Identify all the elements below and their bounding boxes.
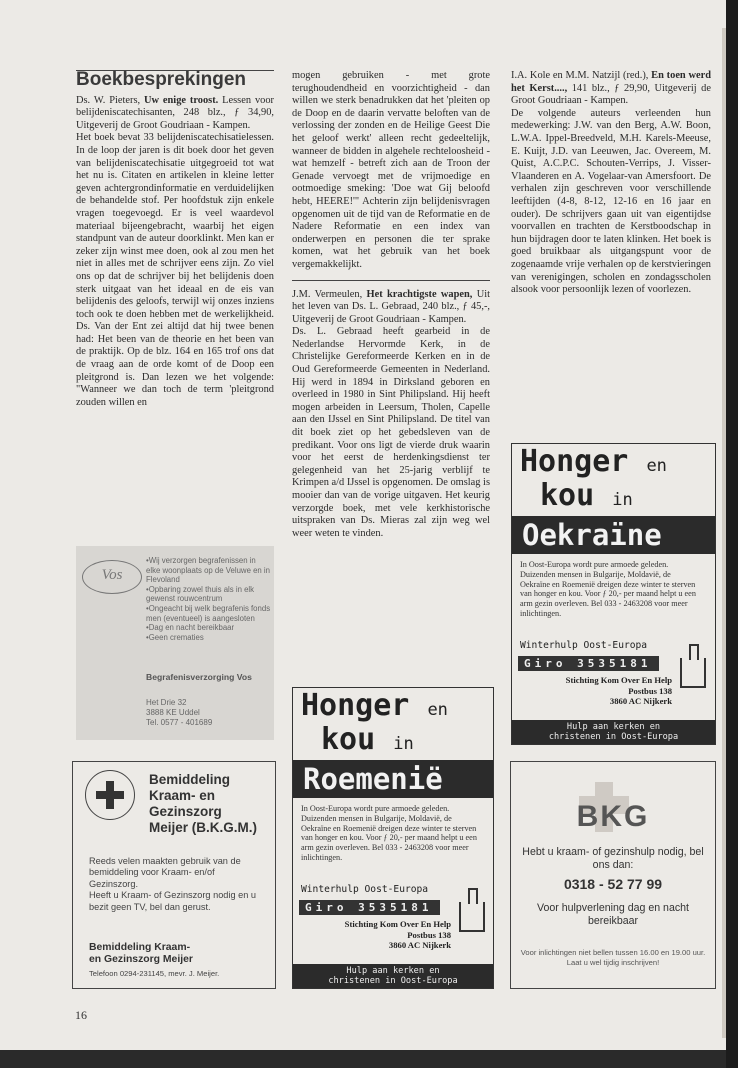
- ad-winterhulp: Winterhulp Oost-Europa: [520, 640, 648, 651]
- bkg-note: Voor inlichtingen niet bellen tussen 16.00 en 19.00 uur. Laat u wel tijdig inschrijven!: [520, 948, 706, 967]
- review-1-author: Ds. W. Pieters,: [76, 94, 144, 106]
- review-3-details: 141 blz., ƒ 29,90, Uitgeverij de Groot Goudriaan - Kampen.: [511, 82, 711, 107]
- headline-word: kou: [540, 478, 595, 513]
- list-item: •Dag en nacht bereikbaar: [146, 623, 235, 633]
- list-item: •Geen crematies: [146, 632, 204, 642]
- phone-line: Tel. 0577 - 401689: [146, 718, 213, 727]
- list-item: •Wij verzorgen begrafenissen in elke woonplaats op de Veluwe en in Flevoland: [146, 556, 270, 585]
- column-3: [511, 70, 711, 297]
- review-1-details: Lessen voor belijdeniscatechisanten, 248 blz., ƒ 34,90, Uitgeverij de Groot Goudriaan - Kampen.: [76, 94, 274, 131]
- section-heading: Boekbesprekingen: [76, 70, 274, 87]
- ad-funeral-vos: [76, 546, 274, 740]
- divider: [292, 280, 490, 281]
- page-number: 16: [75, 1008, 87, 1022]
- scan-border: [726, 0, 738, 1068]
- body-line: Heeft u Kraam- of Gezinszorg nodig en u bezit geen TV, bel dan gerust.: [89, 890, 256, 912]
- review-1-body-continued: mogen gebruiken - met grote terughoudendheid en voorzichtigheid - dan willen we sterk benadrukken dat het 'pleiten op de Doop en de daarin vervatte beloften van de verlossing der zonden en de Heilige Geest Die het geloof werkt' alleen recht gedeeltelijk, wanneer de bidden in algehele rechteloosheid - wat hemzelf - betreft zich aan de Troon der Genade vervoegt met de vrijmoedige en ootmoedige smeking: 'Doe wat Gij beloofd hebt, HEERE!'" Achterin zijn belijdenisvragen opgenomen uit de tijd van de Reformatie en de Nadere Reformatie en een index van onderwerpen en personen die ter sprake komen, wat het gebruik van het boek vergemakkelijkt.: [292, 70, 490, 270]
- headline-word: kou: [321, 722, 376, 757]
- ad-giro: Giro 3535181: [299, 900, 440, 915]
- bkgm-name: [89, 942, 193, 966]
- ad-text: In Oost-Europa wordt pure armoede geleden. Duizenden mensen in Bulgarije, Moldavië, de Oekraïne en Roemenië dreigen deze winter te sterven van honger en kou. Voor ƒ 20,- per maand helpt u een arm gezin overleven. Bel 033 - 2463208 voor meer inlichtingen.: [520, 560, 696, 618]
- name-line: Bemiddeling Kraam-: [89, 942, 191, 953]
- ad-bkgm: [72, 761, 276, 989]
- ad-country-band: Roemenië: [293, 760, 493, 798]
- ad-headline-1: [520, 446, 667, 482]
- stichting-line: Postbus 138: [407, 929, 451, 940]
- title-line: Kraam- en: [149, 788, 216, 803]
- headline-word: in: [393, 734, 414, 754]
- review-2-citation: [292, 289, 490, 327]
- review-1-title: Uw enige troost.: [144, 94, 219, 106]
- review-2-author: J.M. Vermeulen,: [292, 288, 367, 300]
- list-item: •Opbaring zowel thuis als in elk gewenst rouwcentrum: [146, 584, 255, 604]
- ad-stichting: [522, 675, 672, 707]
- footer-line: Hulp aan kerken en: [566, 722, 661, 732]
- stichting-line: 3860 AC Nijkerk: [388, 940, 451, 951]
- bkg-intro: Hebt u kraam- of gezinshulp nodig, bel ons dan:: [522, 846, 704, 871]
- footer-line: Hulp aan kerken en: [346, 966, 440, 976]
- ad-headline-1: [301, 690, 448, 726]
- address-line: 3888 KE Uddel: [146, 708, 200, 717]
- review-3-citation: [511, 70, 711, 108]
- ad-text: In Oost-Europa wordt pure armoede geleden. Duizenden mensen in Bulgarije, Moldavië, de Oekraïne en Roemenië dreigen deze winter te sterven van honger en kou. Voor ƒ 20,- per maand helpt u een arm gezin overleven. Bel 033 - 2463208 voor meer inlichtingen.: [301, 804, 477, 862]
- bkgm-cross-logo: [85, 770, 135, 820]
- stichting-line: Stichting Kom Over En Help: [344, 919, 451, 929]
- vos-logo-text: Vos: [101, 567, 123, 583]
- headline-word: en: [427, 700, 448, 720]
- ad-honger-oekraine: [511, 443, 716, 745]
- title-line: Meijer (B.K.G.M.): [149, 820, 258, 835]
- headline-word: Honger: [520, 444, 629, 479]
- ad-footer-band: [293, 964, 493, 988]
- review-3-body: De volgende auteurs verleenden hun medewerking: J.W. van den Berg, A.W. Boon, L.W.A. Ippel-Breedveld, M.H. Karels-Meeuse, E. Kuijt, J.D. van Leeuwen, Jac. Overeem, M. Quist, A.C.P.C. Schouten-Verrips, J. Visser-Vlaanderen en A. Vogelaar-van Amersfoort. De verhalen zijn geschreven voor verschillende leeftijden (4-8, 8-12, 12-16 en 16 jaar en ouder). De schrijvers gaan uit van eigentijdse voorvallen en trachten de Kerstboodschap in hun bijdragen door te laten klinken. Het boek is goed bruikbaar als uitgangspunt voor de zogenaamde vrije verhalen op de kerstvieringen van verenigingen, scholen en zondagsscholen alsook voor persoonlijk lezen of voorlezen.: [511, 107, 711, 296]
- bkgm-title: [149, 772, 257, 836]
- review-2-body: Ds. L. Gebraad heeft gearbeid in de Nederlandse Hervormde Kerk, in de Christelijke Gereformeerde Kerken en in de Oud Gereformeerde Gemeenten in Nederland. Hij werd in 1894 in Dirksland geboren en overleed in 1980 in Sint Philipsland. Hij heeft mogen arbeiden in Leersum, Tholen, Capelle aan den IJssel en Sint Philipsland. De titel van dit boek ziet op het gebedsleven van de predikant. Voor ons ligt de vierde druk waarin voor het eerst de herdenkingsdienst ter gelegenheid van het 25-jarig verblijf te Krimpen a/d IJssel is opgenomen. De omslag is mooier dan van de vorige uitgaven. Het keurig verzorgde boek, met vele kerkhistorische uitspraken van Ds. Mieras zal zijn weg wel weer weten te vinden.: [292, 326, 490, 539]
- bkg-phone: 0318 - 52 77 99: [563, 876, 663, 892]
- stichting-line: 3860 AC Nijkerk: [609, 696, 672, 707]
- ad-giro: Giro 3535181: [518, 656, 659, 671]
- column-1: [76, 70, 274, 409]
- cross-icon-bar: [96, 791, 124, 799]
- stichting-line: Postbus 138: [628, 685, 672, 696]
- vos-address: [146, 698, 212, 728]
- church-icon: [459, 902, 485, 932]
- vos-logo: [82, 560, 142, 594]
- church-icon: [680, 658, 706, 688]
- review-1-body: Het boek bevat 33 belijdeniscatechisatielessen. In de loop der jaren is dit boek door het geven van belijdeniscatechisatie uitgegroeid tot wat het nu is. Citaten en artikelen in kleine letter geven achtergrondinformatie en verduidelijken de behandelde stof. Per hoofdstuk zijn enkele vragen toegevoegd. Er is veel waardevol materiaal bijeengebracht, waarbij het eigen standpunt van de auteur doorklinkt. Men kan er zeker zijn winst mee doen, ook al zou men het niet in alles met de schrijver eens zijn. Zo viel ons op dat de schrijver bij het belijdenis doen sterk uitgaat van het ideaal en de eis van belijdenis des geloofs, terwijl wij onzes inziens toch ook te doen hebben met de werkelijkheid. Ds. Van der Ent zei altijd dat hij twee benen had: Het been van de theorie en het been van de praktijk. Op de blz. 164 en 165 trof ons dat de vraag aan de orde komt of de Doop een pleitgrond is. Dan lezen we het volgende: "Wanneer we dan toch de term 'pleitgrond zouden willen en: [76, 132, 274, 408]
- stichting-line: Stichting Kom Over En Help: [565, 675, 672, 685]
- title-line: Gezinszorg: [149, 804, 222, 819]
- ad-headline-2: [540, 480, 633, 516]
- list-item: •Ongeacht bij welk begrafenis fonds men (eventueel) is aangesloten: [146, 603, 271, 623]
- ad-winterhulp: Winterhulp Oost-Europa: [301, 884, 429, 895]
- footer-line: christenen in Oost-Europa: [548, 732, 679, 742]
- title-line: Bemiddeling: [149, 772, 231, 787]
- bkg-logo: BKG: [576, 800, 650, 833]
- ad-country-band: Oekraïne: [512, 516, 715, 554]
- headline-word: Honger: [301, 688, 410, 723]
- headline-word: en: [646, 456, 667, 476]
- ad-headline-2: [321, 724, 414, 760]
- review-3-author: I.A. Kole en M.M. Natzijl (red.),: [511, 70, 652, 81]
- footer-line: christenen in Oost-Europa: [328, 976, 458, 986]
- ad-stichting: [301, 919, 451, 951]
- vos-company-name: Begrafenisverzorging Vos: [146, 672, 252, 682]
- bkg-availability: Voor hulpverlening dag en nacht bereikbaar: [537, 902, 689, 927]
- address-line: Het Drie 32: [146, 698, 187, 707]
- review-2-title: Het krachtigste wapen,: [366, 288, 473, 300]
- review-3-title: En toen werd het Kerst....,: [511, 70, 711, 94]
- headline-word: in: [612, 490, 633, 510]
- ad-bkg: [510, 761, 716, 989]
- ad-footer-band: [512, 720, 715, 744]
- column-2: [292, 70, 490, 540]
- review-2-details: Uit het leven van Ds. L. Gebraad, 240 blz., ƒ 45,-, Uitgeverij de Groot Goudriaan - Kampen.: [292, 288, 490, 325]
- body-line: Reeds velen maakten gebruik van de bemiddeling voor Kraam- en/of Gezinszorg.: [89, 856, 241, 889]
- review-1-citation: [76, 95, 274, 133]
- bkgm-phone: Telefoon 0294-231145, mevr. J. Meijer.: [89, 969, 220, 978]
- ad-honger-roemenie: [292, 687, 494, 989]
- name-line: en Gezinszorg Meijer: [89, 954, 193, 965]
- vos-service-list: [146, 556, 272, 642]
- bkgm-body: [89, 856, 265, 913]
